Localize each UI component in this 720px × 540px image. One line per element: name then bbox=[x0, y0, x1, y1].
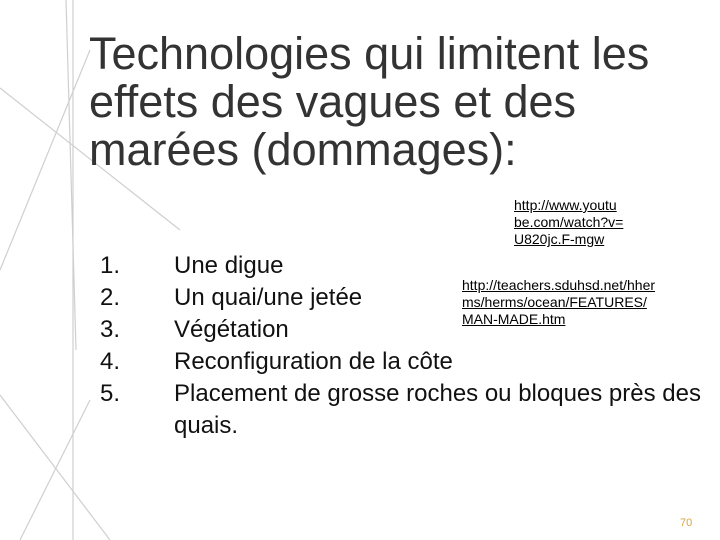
slide-title: Technologies qui limitent les effets des vagues et des marées (dommages): bbox=[89, 28, 650, 175]
list-item-number: 5. bbox=[100, 380, 121, 407]
technologies-list bbox=[100, 250, 715, 442]
decor-line-4 bbox=[0, 50, 90, 270]
list-item-text: Végétation bbox=[174, 316, 289, 343]
list-item bbox=[100, 314, 715, 346]
page-number: 70 bbox=[680, 517, 693, 529]
list-item-text: Une digue bbox=[174, 252, 284, 279]
decor-line-1 bbox=[66, 0, 76, 350]
decor-line-5 bbox=[0, 395, 110, 540]
list-item-number: 1. bbox=[100, 252, 121, 279]
list-item bbox=[100, 250, 715, 282]
list-item bbox=[100, 378, 715, 442]
youtube-link[interactable]: http://www.youtu be.com/watch?v= U820jc.F-mgw bbox=[514, 197, 624, 247]
list-item-text: Reconfiguration de la côte bbox=[174, 348, 453, 375]
list-item bbox=[100, 346, 715, 378]
list-item-number: 2. bbox=[100, 284, 121, 311]
list-item-text: Un quai/une jetée bbox=[174, 284, 363, 311]
teachers-link[interactable]: http://teachers.sduhsd.net/hher ms/herms/ocean/FEATURES/ MAN-MADE.htm bbox=[462, 277, 656, 327]
decor-line-6 bbox=[20, 400, 90, 540]
list-item-number: 4. bbox=[100, 348, 121, 375]
list-item-text: Placement de grosse roches ou bloques près des quais. bbox=[174, 380, 701, 439]
list-item bbox=[100, 282, 715, 314]
list-item-number: 3. bbox=[100, 316, 121, 343]
